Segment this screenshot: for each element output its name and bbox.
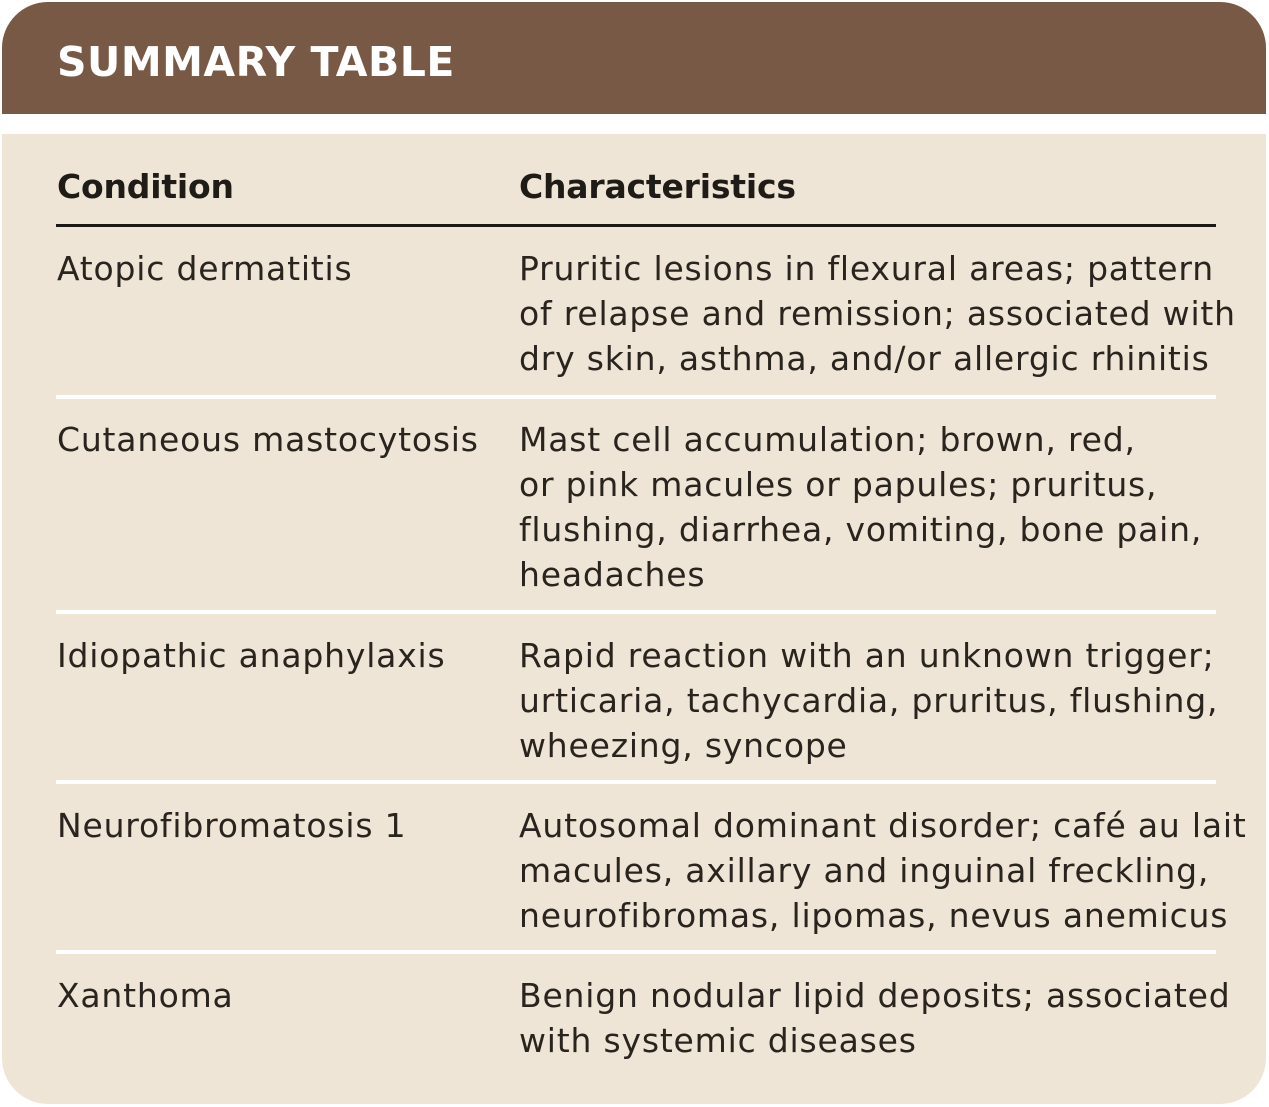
row-divider	[56, 395, 1216, 399]
table-title: SUMMARY TABLE	[57, 38, 455, 86]
characteristics-line: neurofibromas, lipomas, nevus anemicus	[519, 896, 1229, 935]
row-xanthoma-characteristics	[519, 973, 1231, 1063]
characteristics-line: wheezing, syncope	[519, 726, 848, 765]
row-cutaneous-mastocytosis-characteristics	[519, 417, 1202, 597]
row-divider	[56, 950, 1216, 954]
summary-table-card	[2, 2, 1266, 1104]
characteristics-line: urticaria, tachycardia, pruritus, flushing,	[519, 681, 1219, 720]
characteristics-line: with systemic diseases	[519, 1021, 917, 1060]
row-atopic-dermatitis-characteristics	[519, 246, 1236, 381]
characteristics-line: flushing, diarrhea, vomiting, bone pain,	[519, 510, 1203, 549]
row-xanthoma-condition: Xanthoma	[57, 976, 234, 1015]
column-header-condition: Condition	[57, 167, 234, 206]
header-divider	[2, 114, 1266, 134]
characteristics-line: of relapse and remission; associated with	[519, 294, 1236, 333]
row-divider	[56, 780, 1216, 784]
row-cutaneous-mastocytosis-condition: Cutaneous mastocytosis	[57, 420, 479, 459]
summary-table-header	[2, 2, 1266, 114]
characteristics-line: dry skin, asthma, and/or allergic rhinitis	[519, 339, 1210, 378]
characteristics-line: headaches	[519, 555, 706, 594]
column-header-characteristics: Characteristics	[519, 167, 796, 206]
column-header-rule	[56, 224, 1216, 227]
row-neurofibromatosis-characteristics	[519, 803, 1247, 938]
characteristics-line: Mast cell accumulation; brown, red,	[519, 420, 1136, 459]
characteristics-line: Benign nodular lipid deposits; associated	[519, 976, 1231, 1015]
characteristics-line: macules, axillary and inguinal freckling,	[519, 851, 1210, 890]
characteristics-line: Pruritic lesions in flexural areas; pattern	[519, 249, 1214, 288]
row-neurofibromatosis-condition: Neurofibromatosis 1	[57, 806, 407, 845]
characteristics-line: or pink macules or papules; pruritus,	[519, 465, 1158, 504]
characteristics-line: Autosomal dominant disorder; café au lait	[519, 806, 1247, 845]
characteristics-line: Rapid reaction with an unknown trigger;	[519, 636, 1215, 675]
row-divider	[56, 610, 1216, 614]
row-idiopathic-anaphylaxis-characteristics	[519, 633, 1218, 768]
row-idiopathic-anaphylaxis-condition: Idiopathic anaphylaxis	[57, 636, 446, 675]
row-atopic-dermatitis-condition: Atopic dermatitis	[57, 249, 353, 288]
